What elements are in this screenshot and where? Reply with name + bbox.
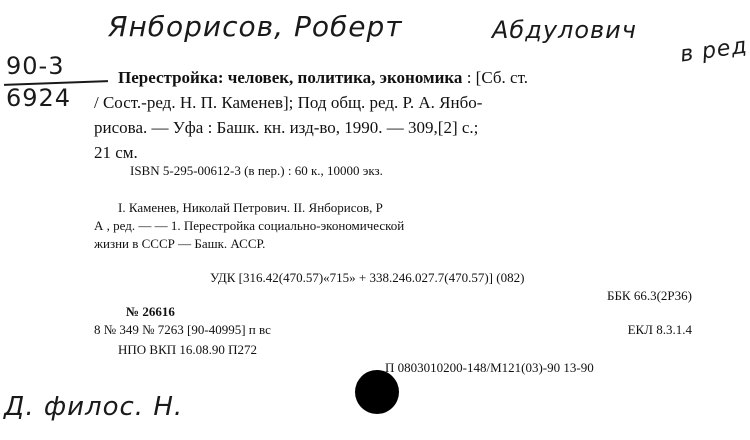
title-continuation: : [Сб. ст. bbox=[462, 68, 528, 87]
ekl-line: ЕКЛ 8.3.1.4 bbox=[627, 322, 692, 337]
punch-hole bbox=[355, 370, 399, 414]
order-line: 8 № 349 № 7263 [90-40995] п вс bbox=[94, 322, 271, 337]
tracing-line-2: А , ред. — — 1. Перестройка социально-экономической bbox=[94, 218, 405, 233]
call-number-bottom: 6924 bbox=[6, 84, 72, 112]
handwritten-patronymic: Абдулович bbox=[492, 16, 637, 44]
book-title: Перестройка: человек, политика, экономика bbox=[118, 68, 463, 87]
tracing-line-3: жизни в СССР — Башк. АССР. bbox=[94, 236, 266, 251]
tracing-line-1: I. Каменев, Николай Петрович. II. Янборисов, Р bbox=[118, 200, 383, 215]
bbk-line: ББК 66.3(2Р36) bbox=[607, 288, 692, 303]
card-title-line bbox=[118, 68, 528, 88]
udk-line: УДК [316.42(470.57)«715» + 338.246.027.7(470.57)] (082) bbox=[210, 270, 525, 285]
handwritten-role: в ред bbox=[678, 33, 750, 68]
publisher-code: П 0803010200-148/М121(03)-90 13-90 bbox=[385, 360, 594, 375]
card-line-3: рисова. — Уфа : Башк. кн. изд-во, 1990. — 309,[2] с.; bbox=[94, 118, 479, 137]
isbn-line: ISBN 5-295-00612-3 (в пер.) : 60 к., 10000 экз. bbox=[130, 163, 383, 178]
handwritten-author-name: Янборисов, Роберт bbox=[108, 10, 403, 43]
npo-line: НПО ВКП 16.08.90 П272 bbox=[118, 342, 258, 357]
handwritten-bottom-note: Д. филос. Н. bbox=[4, 392, 184, 422]
call-number-top: 90-3 bbox=[6, 52, 65, 80]
card-line-2: / Сост.-ред. Н. П. Каменев]; Под общ. ред. Р. А. Янбо- bbox=[94, 93, 483, 112]
card-line-4: 21 см. bbox=[94, 143, 138, 162]
registration-number: № 26616 bbox=[126, 304, 175, 319]
